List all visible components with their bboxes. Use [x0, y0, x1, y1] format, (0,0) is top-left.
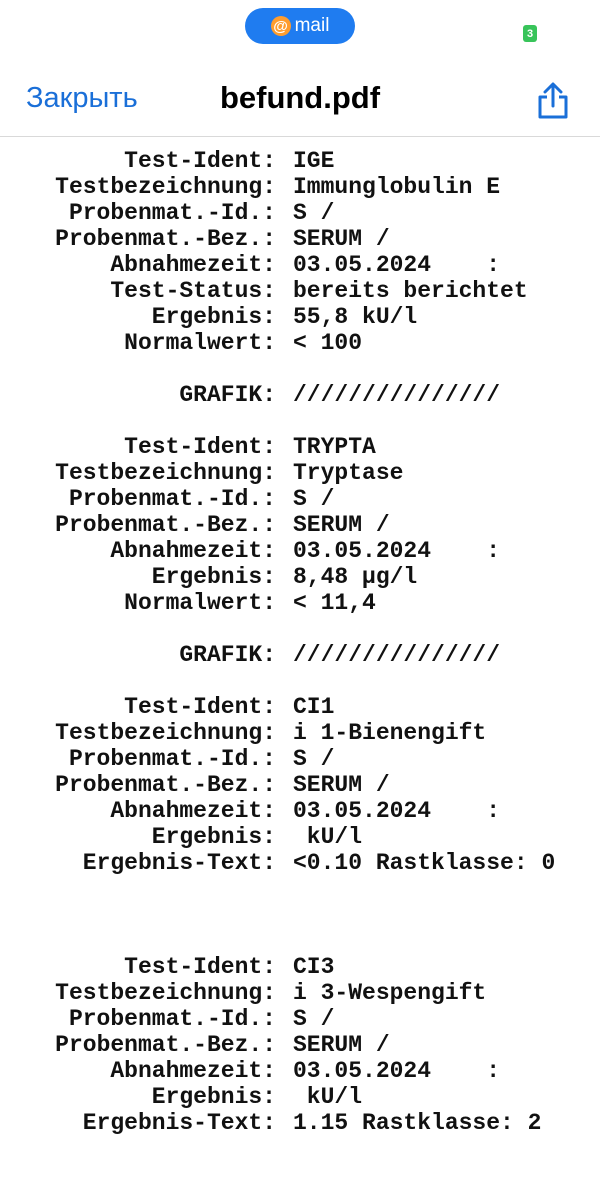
test-ident-row [0, 954, 600, 980]
abnahmezeit-row [0, 252, 600, 278]
field-value: TRYPTA [293, 434, 376, 460]
field-value: /////////////// [293, 642, 501, 668]
field-value: i 3-Wespengift [293, 980, 487, 1006]
field-value: <0.10 Rastklasse: 0 [293, 850, 556, 876]
field-label: Probenmat.-Id.: [68, 486, 276, 512]
normalwert-row [0, 330, 600, 356]
abnahmezeit-row [0, 798, 600, 824]
field-value: kU/l [293, 824, 363, 850]
field-value: CI1 [293, 694, 335, 720]
field-label: Testbezeichnung: [55, 980, 276, 1006]
document-title: befund.pdf [219, 80, 381, 115]
field-label: Test-Ident: [124, 148, 276, 174]
field-label: Ergebnis: [151, 824, 276, 850]
test-status-row [0, 278, 600, 304]
test-section-ci3 [0, 954, 600, 1136]
status-bar [0, 0, 600, 56]
field-label: Normalwert: [124, 590, 276, 616]
pdf-document [0, 148, 600, 1136]
field-value: S / [293, 486, 335, 512]
field-value: 03.05.2024 : [293, 538, 501, 564]
field-value: 55,8 kU/l [293, 304, 418, 330]
field-value: 1.15 Rastklasse: 2 [293, 1110, 542, 1136]
field-value: < 100 [293, 330, 363, 356]
field-value: < 11,4 [293, 590, 376, 616]
field-label: Testbezeichnung: [55, 720, 276, 746]
mail-pill-label: mail [294, 15, 330, 36]
field-value: 03.05.2024 : [293, 1058, 501, 1084]
testbezeichnung-row [0, 460, 600, 486]
field-label: Ergebnis-Text: [82, 850, 276, 876]
ergebnis-row [0, 824, 600, 850]
field-label: Ergebnis: [151, 1084, 276, 1110]
testbezeichnung-row [0, 174, 600, 200]
abnahmezeit-row [0, 1058, 600, 1084]
field-label: Probenmat.-Bez.: [55, 226, 276, 252]
field-label: Abnahmezeit: [110, 1058, 276, 1084]
testbezeichnung-row [0, 720, 600, 746]
test-section-ci1 [0, 694, 600, 876]
grafik-row [0, 642, 600, 668]
field-value: S / [293, 746, 335, 772]
field-label: GRAFIK: [179, 382, 276, 408]
field-label: Ergebnis: [151, 304, 276, 330]
field-value: SERUM / [293, 1032, 390, 1058]
mail-app-pill[interactable] [245, 8, 355, 44]
ergebnis-text-row [0, 1110, 600, 1136]
test-section-ige [0, 148, 600, 408]
field-label: Abnahmezeit: [110, 252, 276, 278]
field-value: kU/l [293, 1084, 363, 1110]
field-label: Testbezeichnung: [55, 174, 276, 200]
field-label: Testbezeichnung: [55, 460, 276, 486]
probenmat-bez-row [0, 772, 600, 798]
field-value: SERUM / [293, 512, 390, 538]
ergebnis-row [0, 564, 600, 590]
field-label: Probenmat.-Bez.: [55, 1032, 276, 1058]
field-label: GRAFIK: [179, 642, 276, 668]
normalwert-row [0, 590, 600, 616]
field-label: Abnahmezeit: [110, 538, 276, 564]
probenmat-bez-row [0, 226, 600, 252]
ergebnis-row [0, 1084, 600, 1110]
probenmat-id-row [0, 746, 600, 772]
test-section-trypta [0, 434, 600, 668]
field-value: CI3 [293, 954, 335, 980]
testbezeichnung-row [0, 980, 600, 1006]
field-value: /////////////// [293, 382, 501, 408]
field-value: bereits berichtet [293, 278, 528, 304]
probenmat-id-row [0, 486, 600, 512]
ergebnis-text-row [0, 850, 600, 876]
nav-bar [0, 56, 600, 137]
notification-badge-icon: 3 [523, 25, 537, 42]
close-button[interactable]: Закрыть [26, 82, 138, 114]
field-label: Normalwert: [124, 330, 276, 356]
field-label: Probenmat.-Id.: [68, 200, 276, 226]
probenmat-bez-row [0, 1032, 600, 1058]
probenmat-id-row [0, 200, 600, 226]
field-label: Ergebnis-Text: [82, 1110, 276, 1136]
field-label: Probenmat.-Bez.: [55, 512, 276, 538]
mail-at-icon: @ [271, 16, 291, 36]
field-label: Probenmat.-Id.: [68, 746, 276, 772]
field-value: SERUM / [293, 226, 390, 252]
field-value: SERUM / [293, 772, 390, 798]
ergebnis-row [0, 304, 600, 330]
field-label: Probenmat.-Id.: [68, 1006, 276, 1032]
field-label: Test-Status: [110, 278, 276, 304]
field-value: S / [293, 1006, 335, 1032]
field-label: Ergebnis: [151, 564, 276, 590]
field-value: Immunglobulin E [293, 174, 501, 200]
field-value: 03.05.2024 : [293, 252, 501, 278]
probenmat-id-row [0, 1006, 600, 1032]
test-ident-row [0, 694, 600, 720]
field-value: i 1-Bienengift [293, 720, 487, 746]
share-icon[interactable] [536, 82, 570, 120]
field-value: 03.05.2024 : [293, 798, 501, 824]
probenmat-bez-row [0, 512, 600, 538]
abnahmezeit-row [0, 538, 600, 564]
field-value: IGE [293, 148, 335, 174]
field-label: Abnahmezeit: [110, 798, 276, 824]
field-value: Tryptase [293, 460, 404, 486]
field-label: Test-Ident: [124, 434, 276, 460]
field-label: Test-Ident: [124, 954, 276, 980]
field-value: S / [293, 200, 335, 226]
field-value: 8,48 µg/l [293, 564, 418, 590]
field-label: Probenmat.-Bez.: [55, 772, 276, 798]
test-ident-row [0, 148, 600, 174]
test-ident-row [0, 434, 600, 460]
grafik-row [0, 382, 600, 408]
field-label: Test-Ident: [124, 694, 276, 720]
